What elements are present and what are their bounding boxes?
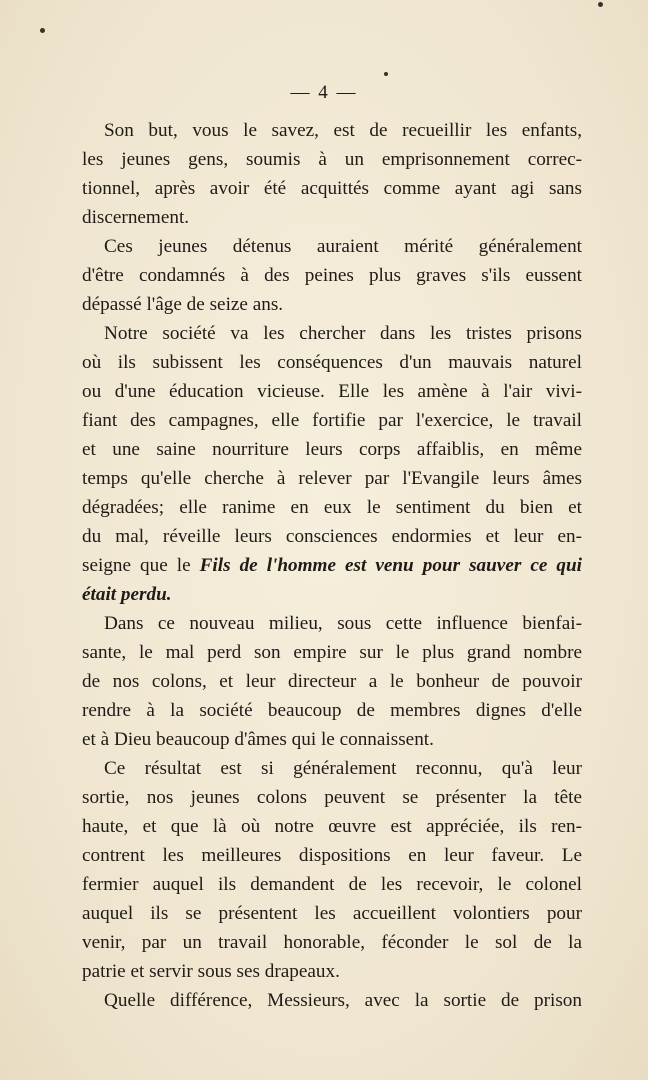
text-line: temps qu'elle cherche à relever par l'Evangile leurs âmes [82,468,582,489]
text-line: contrent les meilleures dispositions en leur faveur. Le [82,845,582,866]
text-line: sante, le mal perd son empire sur le plus grand nombre [82,642,582,663]
text-line: et une saine nourriture leurs corps affaiblis, en même [82,439,582,460]
ink-speck [598,2,603,7]
text-run: seigne que le [82,555,200,576]
text-line-italic [82,580,582,609]
text-line: Notre société va les chercher dans les tristes prisons [104,323,582,344]
text-line: dégradées; elle ranime en eux le sentiment du bien et [82,497,582,518]
text-line: où ils subissent les conséquences d'un mauvais naturel [82,352,582,373]
text-line: Ces jeunes détenus auraient mérité généralement [104,236,582,257]
text-line: du mal, réveille leurs consciences endormies et leur en- [82,526,582,547]
text-line: venir, par un travail honorable, féconder le sol de la [82,932,582,953]
text-line: Dans ce nouveau milieu, sous cette influence bienfai- [104,613,582,634]
body-text [82,116,582,1015]
text-line: et à Dieu beaucoup d'âmes qui le connaissent. [82,729,434,750]
text-line-with-italic [82,551,582,580]
text-line: fermier auquel ils demandent de les recevoir, le colonel [82,874,582,895]
text-line: Son but, vous le savez, est de recueillir les enfants, [104,120,582,141]
text-line: rendre à la société beaucoup de membres dignes d'elle [82,700,582,721]
italic-quote: Fils de l'homme est venu pour sauver ce qui [199,555,582,576]
text-line: Quelle différence, Messieurs, avec la sortie de prison [104,990,582,1011]
text-line: patrie et servir sous ses drapeaux. [82,961,340,982]
text-line: tionnel, après avoir été acquittés comme ayant agi sans [82,178,582,199]
text-line: ou d'une éducation vicieuse. Elle les amène à l'air vivi- [82,381,582,402]
ink-speck [40,28,45,33]
ink-speck [384,72,388,76]
text-line: Ce résultat est si généralement reconnu, qu'à leur [104,758,582,779]
text-line: sortie, nos jeunes colons peuvent se présenter la tête [82,787,582,808]
text-line: haute, et que là où notre œuvre est appréciée, ils ren- [82,816,582,837]
text-line: discernement. [82,207,190,228]
text-line: dépassé l'âge de seize ans. [82,294,284,315]
text-line: d'être condamnés à des peines plus graves s'ils eussent [82,265,582,286]
page-number: — 4 — [290,82,358,103]
italic-quote-end: était perdu. [82,584,172,605]
text-line: les jeunes gens, soumis à un emprisonnement correc- [82,149,582,170]
text-line: de nos colons, et leur directeur a le bonheur de pouvoir [82,671,582,692]
text-line: fiant des campagnes, elle fortifie par l'exercice, le travail [82,410,582,431]
text-line: auquel ils se présentent les accueillent volontiers pour [82,903,582,924]
